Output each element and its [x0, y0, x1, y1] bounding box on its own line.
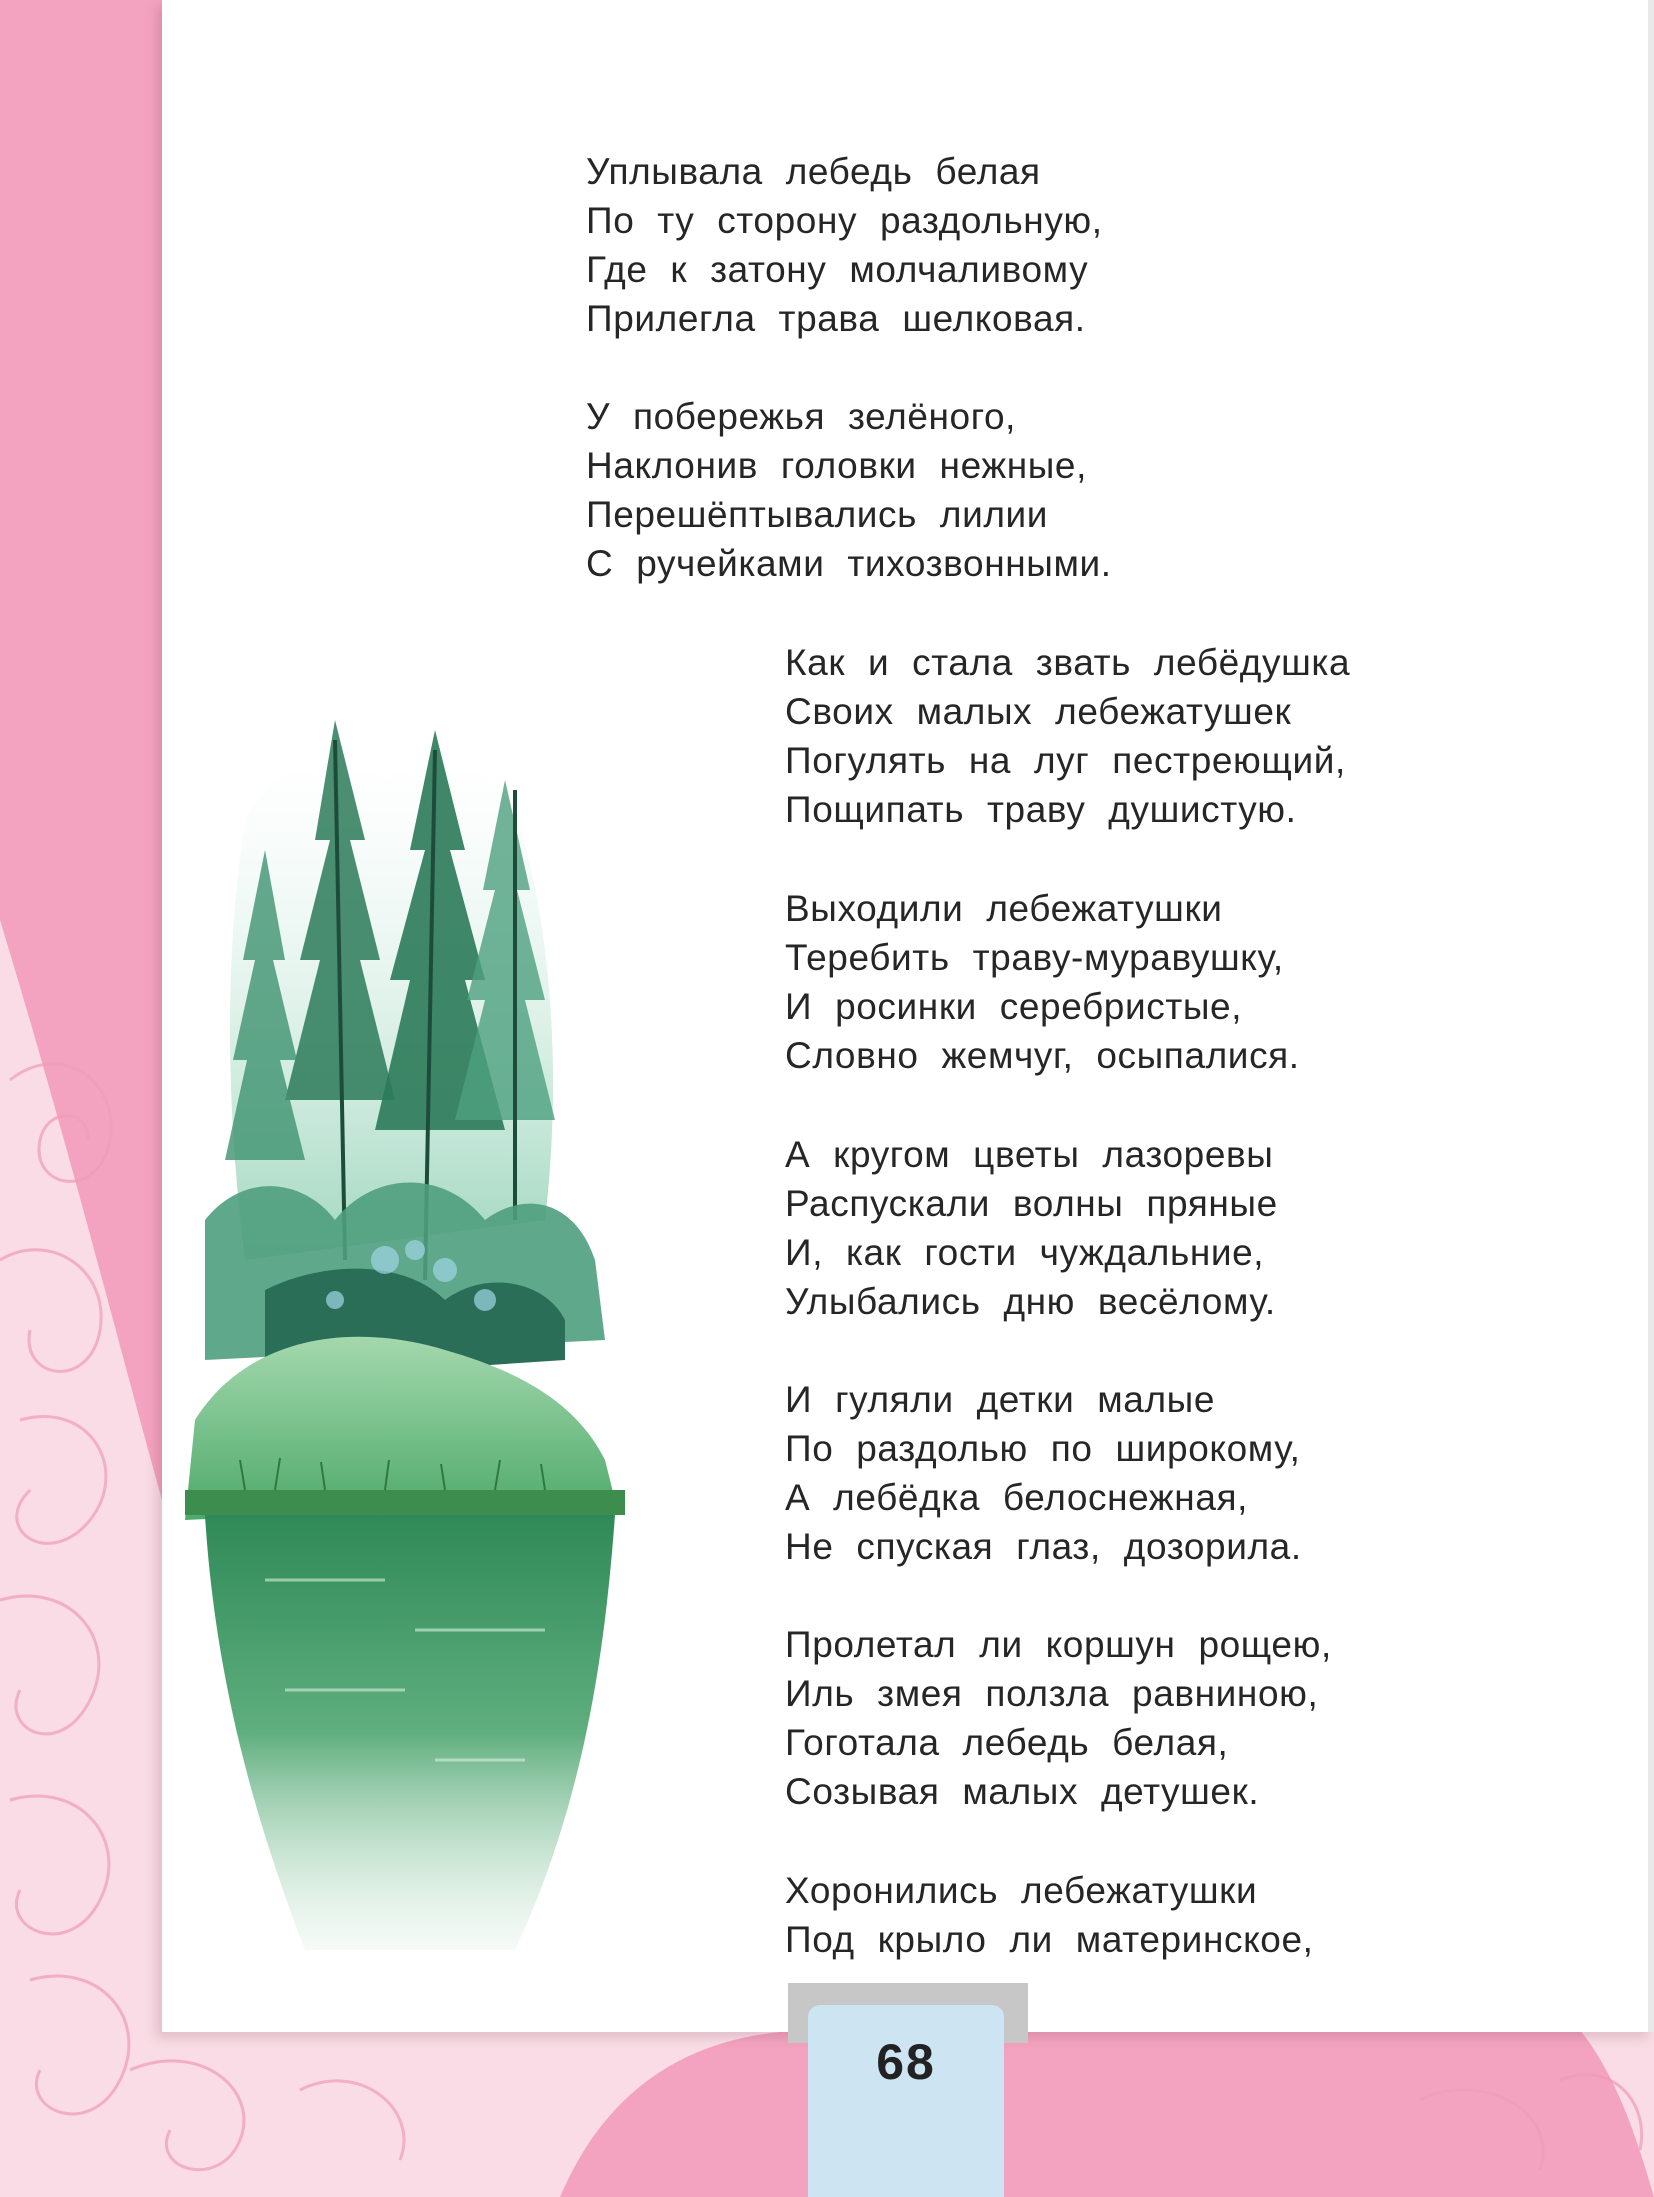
- page-number: 68: [876, 2034, 936, 2090]
- poem-line: С ручейками тихозвонными.: [586, 543, 1112, 584]
- poem-line: И росинки серебристые,: [785, 986, 1243, 1027]
- poem-line: Созывая малых детушек.: [785, 1771, 1260, 1812]
- page-edge: [1648, 0, 1654, 2032]
- poem-line: И, как гости чуждальние,: [785, 1232, 1265, 1273]
- poem-line: Хоронились лебежатушки: [785, 1870, 1258, 1911]
- poem-stanza: [785, 1620, 1332, 1816]
- poem-line: А кругом цветы лазоревы: [785, 1134, 1274, 1175]
- poem-line: У побережья зелёного,: [586, 396, 1017, 437]
- poem-line: Пощипать траву душистую.: [785, 789, 1297, 830]
- poem-line: Своих малых лебежатушек: [785, 691, 1292, 732]
- poem-line: Гоготала лебедь белая,: [785, 1722, 1229, 1763]
- poem-line: Не спуская глаз, дозорила.: [785, 1526, 1302, 1567]
- poem-line: Уплывала лебедь белая: [586, 151, 1041, 192]
- page-number-box: [808, 2005, 1004, 2197]
- poem-line: Где к затону молчаливому: [586, 249, 1089, 290]
- poem-line: А лебёдка белоснежная,: [785, 1477, 1249, 1518]
- poem-line: Наклонив головки нежные,: [586, 445, 1087, 486]
- poem-stanza: [586, 147, 1103, 343]
- poem-line: Распускали волны пряные: [785, 1183, 1278, 1224]
- poem-stanza: [586, 392, 1112, 588]
- poem-line: Выходили лебежатушки: [785, 888, 1223, 929]
- poem-line: Как и стала звать лебёдушка: [785, 642, 1351, 683]
- poem-line: Иль змея ползла равниною,: [785, 1673, 1319, 1714]
- forest-lake-watercolor-icon: [185, 700, 625, 1960]
- poem-stanza: [785, 1375, 1302, 1571]
- poem-stanza: [785, 638, 1350, 834]
- poem-line: Словно жемчуг, осыпалися.: [785, 1035, 1300, 1076]
- poem-line: Под крыло ли материнское,: [785, 1919, 1314, 1960]
- poem-line: Пролетал ли коршун рощею,: [785, 1624, 1332, 1665]
- poem-stanza: [785, 1130, 1278, 1326]
- poem-line: И гуляли детки малые: [785, 1379, 1216, 1420]
- poem-line: Теребить траву-муравушку,: [785, 937, 1284, 978]
- poem-line: Перешёптывались лилии: [586, 494, 1049, 535]
- page-number-tab: [788, 1983, 1028, 2197]
- poem-line: По ту сторону раздольную,: [586, 200, 1103, 241]
- poem-line: Погулять на луг пестреющий,: [785, 740, 1346, 781]
- poem-line: Улыбались дню весёлому.: [785, 1281, 1276, 1322]
- poem-line: Прилегла трава шелковая.: [586, 298, 1086, 339]
- poem-line: По раздолью по широкому,: [785, 1428, 1301, 1469]
- poem-stanza: [785, 884, 1300, 1080]
- poem-stanza: [785, 1866, 1314, 1964]
